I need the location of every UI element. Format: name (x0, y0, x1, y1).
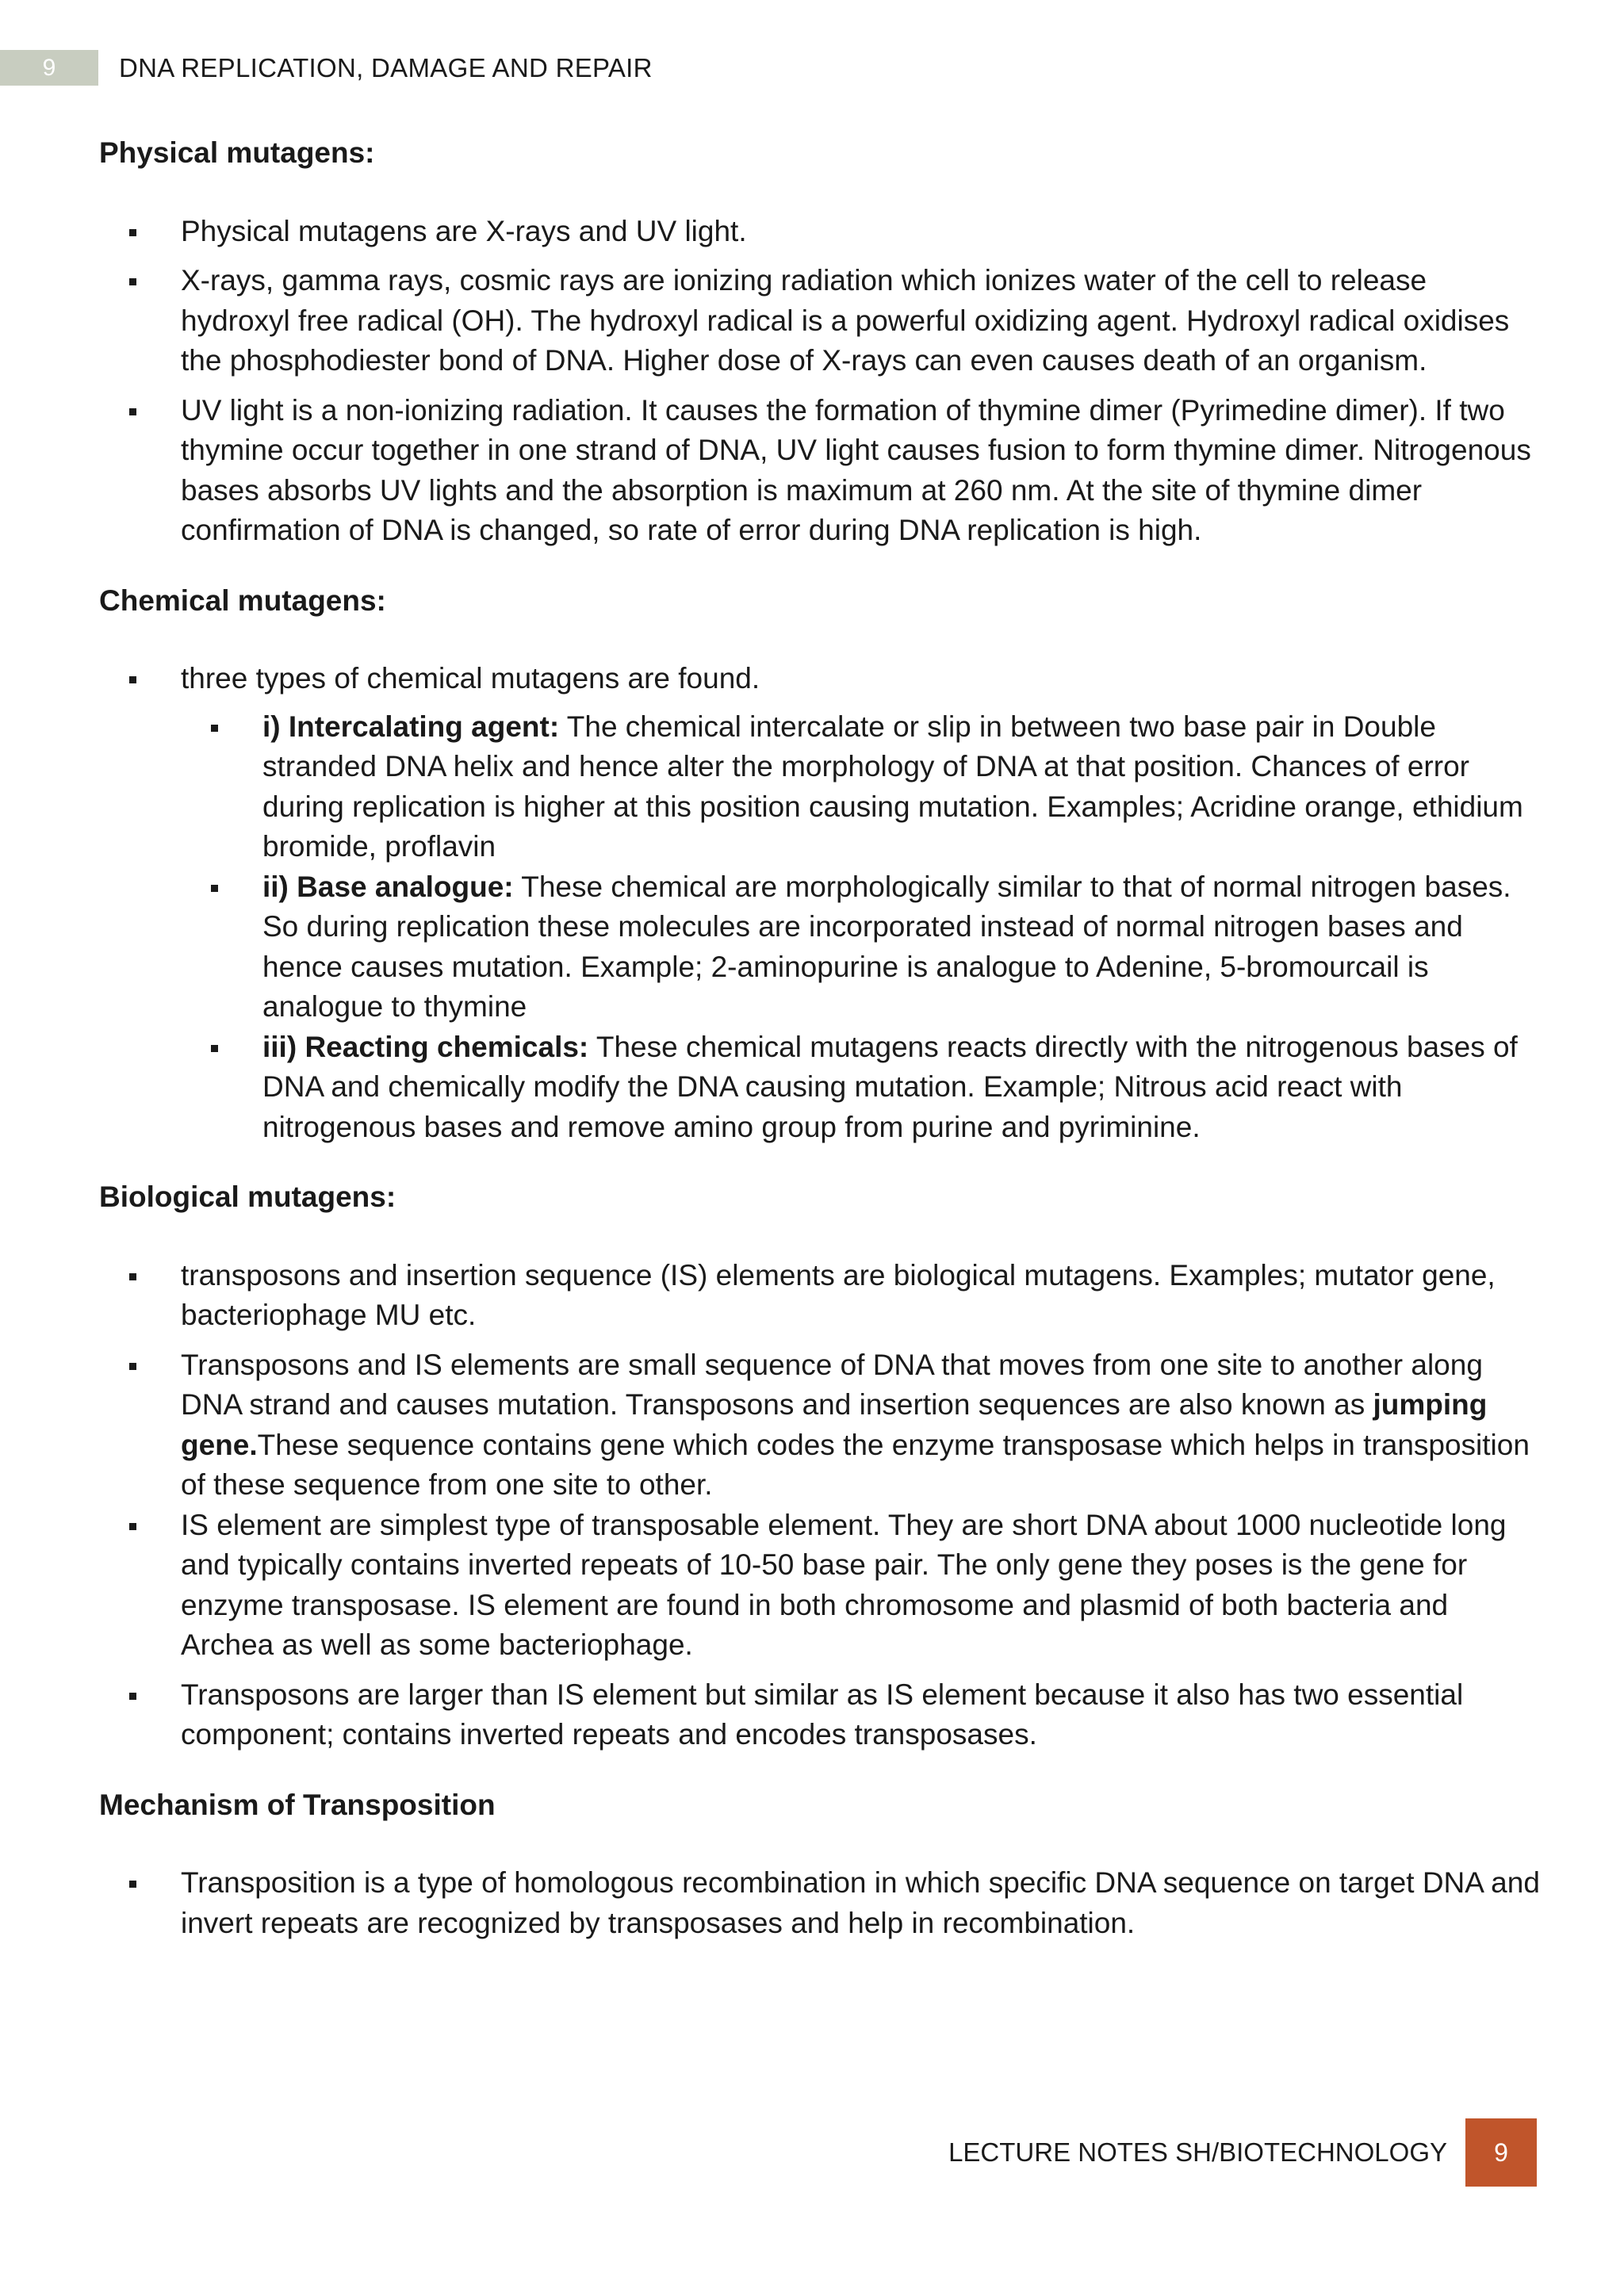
list-item: UV light is a non-ionizing radiation. It causes the formation of thymine dimer (Pyrimedine dimer). If two thymine occur together in one strand of DNA, UV light causes fusion to form thymine dimer. Nitrogenous bases absorbs UV lights and the absorption is maximum at 260 nm. At the site of thymine dimer confirmation of DNA is changed, so rate of error during DNA replication is high. (99, 391, 1542, 551)
section-title: Chemical mutagens: (99, 584, 386, 617)
bullet-icon (129, 278, 136, 285)
bullet-icon (129, 1523, 136, 1530)
list-item: X-rays, gamma rays, cosmic rays are ionizing radiation which ionizes water of the cell to release hydroxyl free radical (OH). The hydroxyl radical is a powerful oxidizing agent. Hydroxyl radical oxidises the phosphodiester bond of DNA. Higher dose of X-rays can even causes death of an organism. (99, 261, 1542, 381)
list-item: IS element are simplest type of transposable element. They are short DNA about 1000 nucleotide long and typically contains inverted repeats of 10-50 base pair. The only gene they poses is the gene for enzyme transposase. IS element are found in both chromosome and plasmid of both bacteria and Archea as well as some bacteriophage. (99, 1506, 1542, 1666)
sub-list-item: iii) Reacting chemicals: These chemical mutagens reacts directly with the nitrogenous bases of DNA and chemically modify the DNA causing mutation. Example; Nitrous acid react with nitrogenous bases and remove amino group from purine and pyriminine. (181, 1027, 1542, 1148)
list-item: three types of chemical mutagens are found. i) Intercalating agent: The chemical intercalate or slip in between two base pair in Double stranded DNA helix and hence alter the morphology of DNA at that position. Chances of error during replication is higher at this position causing mutation. Examples; Acridine orange, ethidium bromide, proflavin ii) Base analogue: These chemical are morphologically similar to that of normal nitrogen bases. So during replication these molecules are incorporated instead of normal nitrogen bases and hence causes mutation. Example; 2-aminopurine is analogue to Adenine, 5-bromourcail is analogue to thymine iii) Reacting chemicals: These chemical mutagens reacts directly with the nitrogenous bases of DNA and chemically modify the DNA causing mutation. Example; Nitrous acid react with nitrogenous bases and remove amino group from purine and pyriminine. (99, 659, 1542, 1147)
section-chemical-mutagens (99, 581, 1542, 1148)
bullet-list (99, 212, 1542, 551)
bullet-list (99, 1863, 1542, 1943)
list-item: Transposons and IS elements are small sequence of DNA that moves from one site to another along DNA strand and causes mutation. Transposons and insertion sequences are also known as jumping gene.These sequence contains gene which codes the enzyme transposase which helps in transposition of these sequence from one site to other. (99, 1345, 1542, 1506)
bullet-list (99, 659, 1542, 1147)
bullet-icon (129, 676, 136, 683)
section-title: Mechanism of Transposition (99, 1788, 496, 1821)
list-item: Transposons are larger than IS element but similar as IS element because it also has two essential component; contains inverted repeats and encodes transposases. (99, 1675, 1542, 1755)
sub-list-item: i) Intercalating agent: The chemical intercalate or slip in between two base pair in Double stranded DNA helix and hence alter the morphology of DNA at that position. Chances of error during replication is higher at this position causing mutation. Examples; Acridine orange, ethidium bromide, proflavin (181, 707, 1542, 867)
section-title: Physical mutagens: (99, 136, 375, 169)
section-biological-mutagens (99, 1177, 1542, 1755)
list-item: Transposition is a type of homologous recombination in which specific DNA sequence on target DNA and invert repeats are recognized by transposases and help in recombination. (99, 1863, 1542, 1943)
section-title: Biological mutagens: (99, 1181, 396, 1213)
footer-page-number: 9 (1465, 2118, 1537, 2187)
bullet-icon (129, 1273, 136, 1280)
bullet-icon (211, 725, 218, 732)
list-item: Physical mutagens are X-rays and UV light. (99, 212, 1542, 252)
sub-bullet-list (181, 707, 1542, 1148)
bullet-icon (129, 229, 136, 236)
page-content (99, 133, 1542, 1973)
header-title: DNA REPLICATION, DAMAGE AND REPAIR (119, 52, 653, 82)
sub-list-item: ii) Base analogue: These chemical are morphologically similar to that of normal nitrogen bases. So during replication these molecules are incorporated instead of normal nitrogen bases and hence causes mutation. Example; 2-aminopurine is analogue to Adenine, 5-bromourcail is analogue to thymine (181, 867, 1542, 1027)
bullet-list (99, 1256, 1542, 1755)
list-item: transposons and insertion sequence (IS) elements are biological mutagens. Examples; mutator gene, bacteriophage MU etc. (99, 1256, 1542, 1336)
section-physical-mutagens (99, 133, 1542, 551)
bullet-icon (129, 408, 136, 415)
bullet-icon (129, 1363, 136, 1370)
bullet-icon (211, 885, 218, 892)
footer-title: LECTURE NOTES SH/BIOTECHNOLOGY (948, 2137, 1447, 2167)
bullet-icon (129, 1693, 136, 1700)
bullet-icon (129, 1881, 136, 1888)
header-page-number: 9 (0, 50, 98, 86)
section-mechanism-of-transposition (99, 1785, 1542, 1944)
bullet-icon (211, 1045, 218, 1052)
